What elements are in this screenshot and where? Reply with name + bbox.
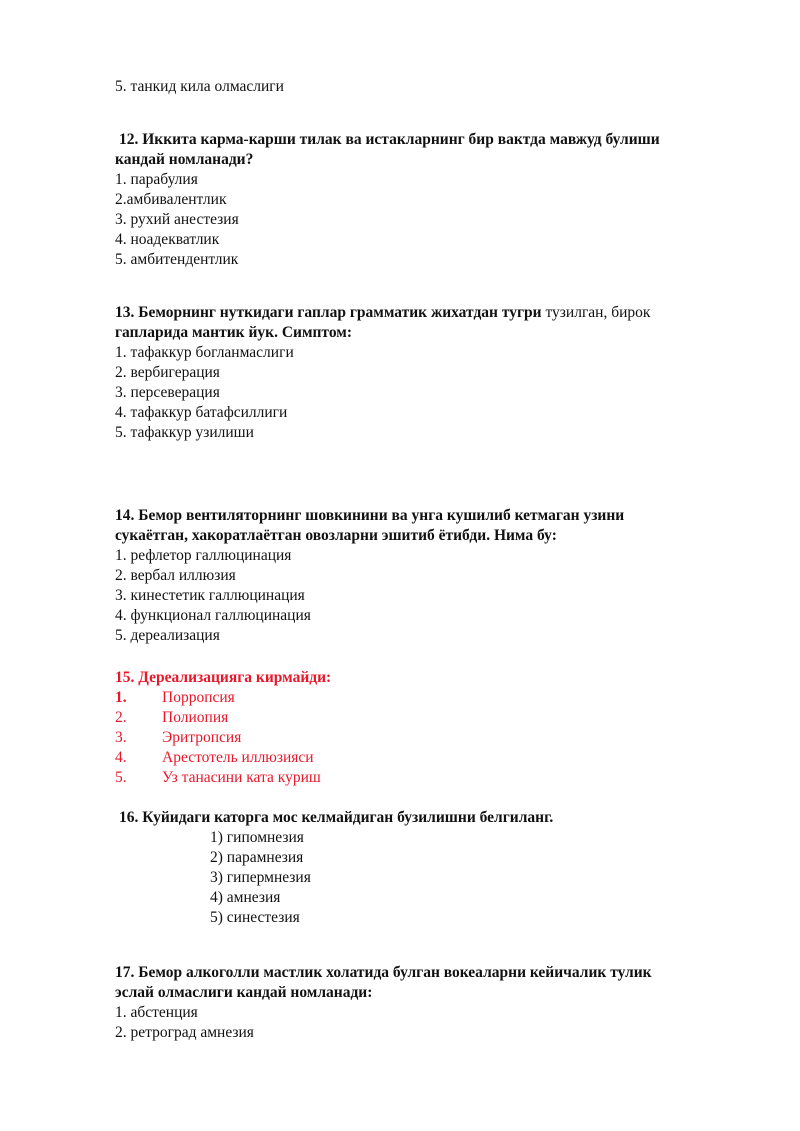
question-14-option-5: 5. дереализация xyxy=(115,627,220,644)
question-16-option-3: 3) гипермнезия xyxy=(210,869,311,886)
question-13-title-normal: тузилган, бирок xyxy=(541,304,651,321)
question-17-title-line-1: 17. Бемор алкоголли мастлик холатида булган вокеаларни кейичалик тулик xyxy=(115,964,652,981)
question-16-title: 16. Куйидаги каторга мос келмайдиган бузилишни белгиланг. xyxy=(119,809,554,826)
question-17-option-2: 2. ретроград амнезия xyxy=(115,1024,254,1041)
question-12-title-line-2: кандай номланади? xyxy=(115,151,254,168)
option-number: 4. xyxy=(115,749,127,766)
question-13-option-1: 1. тафаккур богланмаслиги xyxy=(115,344,294,361)
question-13-option-3: 3. персеверация xyxy=(115,384,220,401)
option-text: Арестотель иллюзияси xyxy=(162,749,314,766)
question-14-option-1: 1. рефлетор галлюцинация xyxy=(115,547,292,564)
question-16-option-4: 4) амнезия xyxy=(210,889,281,906)
question-13-option-5: 5. тафаккур узилиши xyxy=(115,424,254,441)
option-text: Полиопия xyxy=(162,709,229,726)
question-13-option-4: 4. тафаккур батафсиллиги xyxy=(115,404,288,421)
question-17-title-line-2: эслай олмаслиги кандай номланади: xyxy=(115,984,373,1001)
question-12-option-1: 1. парабулия xyxy=(115,171,198,188)
question-12-option-5: 5. амбитендентлик xyxy=(115,251,239,268)
question-12-title-line-1: 12. Иккита карма-карши тилак ва истакларнинг бир вактда мавжуд булиши xyxy=(119,131,660,148)
question-13-option-2: 2. вербигерация xyxy=(115,364,220,381)
question-15-option-3 xyxy=(115,728,241,748)
question-16-option-1: 1) гипомнезия xyxy=(210,829,304,846)
question-15-option-5 xyxy=(115,768,321,788)
question-15-option-4 xyxy=(115,748,314,768)
question-13-title-bold: 13. Беморнинг нуткидаги гаплар грамматик жихатдан тугри xyxy=(115,304,542,321)
previous-option-5: 5. танкид кила олмаслиги xyxy=(115,78,284,95)
question-14-option-4: 4. функционал галлюцинация xyxy=(115,607,311,624)
option-number: 3. xyxy=(115,729,127,746)
option-text: Уз танасини ката куриш xyxy=(162,769,321,786)
question-12-option-3: 3. рухий анестезия xyxy=(115,211,239,228)
question-14-option-2: 2. вербал иллюзия xyxy=(115,567,236,584)
question-14-option-3: 3. кинестетик галлюцинация xyxy=(115,587,305,604)
option-number: 1. xyxy=(115,689,127,706)
question-14-title-line-1: 14. Бемор вентиляторнинг шовкинини ва унга кушилиб кетмаган узини xyxy=(115,507,625,524)
question-15-title: 15. Дереализацияга кирмайди: xyxy=(115,669,332,686)
question-16-option-5: 5) синестезия xyxy=(210,909,300,926)
option-text: Эритропсия xyxy=(162,729,242,746)
question-14-title-line-2: сукаётган, хакоратлаётган овозларни эшитиб ётибди. Нима бу: xyxy=(115,527,557,544)
question-15-option-1 xyxy=(115,688,235,708)
question-17-option-1: 1. абстенция xyxy=(115,1004,198,1021)
question-13-title-line-2: гапларида мантик йук. Симптом: xyxy=(115,324,353,341)
option-number: 2. xyxy=(115,709,127,726)
option-number: 5. xyxy=(115,769,127,786)
question-15-option-2 xyxy=(115,708,228,728)
question-12-option-4: 4. ноадекватлик xyxy=(115,231,220,248)
question-12-option-2: 2.амбивалентлик xyxy=(115,191,227,208)
option-text: Порропсия xyxy=(162,689,235,706)
question-13-title-line-1 xyxy=(115,303,650,323)
question-16-option-2: 2) парамнезия xyxy=(210,849,304,866)
